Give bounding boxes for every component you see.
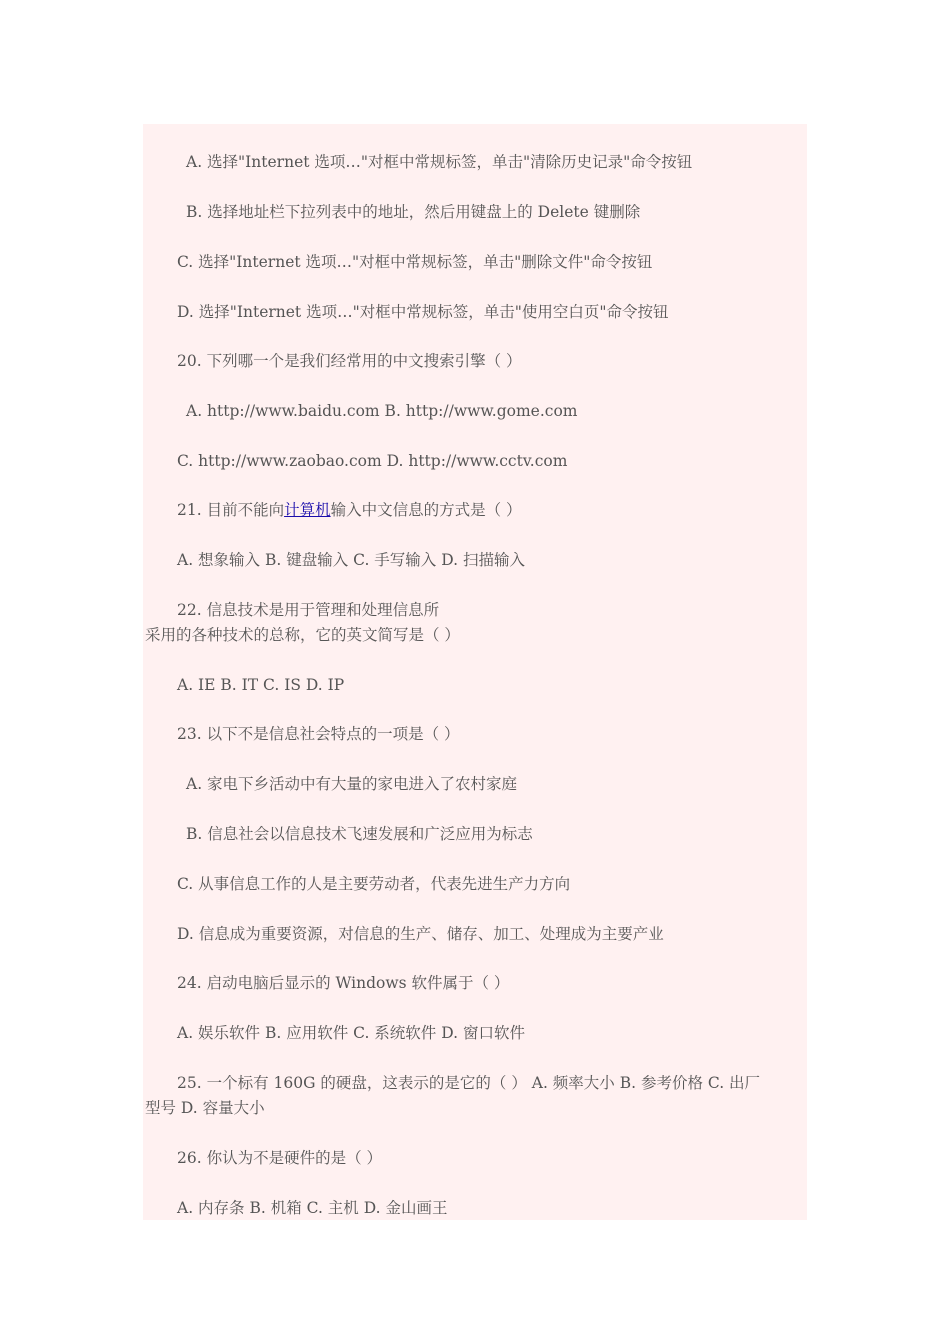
q19-option-b: B. 选择地址栏下拉列表中的地址，然后用键盘上的 Delete 键删除 [186,203,641,221]
q25-question-line1: 25. 一个标有 160G 的硬盘，这表示的是它的（ ） A. 频率大小 B. 参考价格 C. 出厂 [177,1074,761,1092]
q24-options: A. 娱乐软件 B. 应用软件 C. 系统软件 D. 窗口软件 [177,1024,525,1042]
q19-option-a: A. 选择"Internet 选项…"对框中常规标签，单击"清除历史记录"命令按钮 [186,153,693,171]
q20-options-cd: C. http://www.zaobao.com D. http://www.cctv.com [177,452,568,470]
q23-option-d: D. 信息成为重要资源，对信息的生产、储存、加工、处理成为主要产业 [177,925,664,943]
q22-options: A. IE B. IT C. IS D. IP [177,676,345,694]
q22-question-line2: 采用的各种技术的总称，它的英文简写是（ ） [145,626,460,644]
q19-option-d: D. 选择"Internet 选项…"对框中常规标签，单击"使用空白页"命令按钮 [177,303,669,321]
q25-question-line2: 型号 D. 容量大小 [145,1099,265,1117]
q23-option-a: A. 家电下乡活动中有大量的家电进入了农村家庭 [186,775,518,793]
q20-options-ab: A. http://www.baidu.com B. http://www.gome.com [186,402,578,420]
q23-question: 23. 以下不是信息社会特点的一项是（ ） [177,725,460,743]
q24-question: 24. 启动电脑后显示的 Windows 软件属于（ ） [177,974,510,992]
document-panel [143,124,807,1220]
q26-options: A. 内存条 B. 机箱 C. 主机 D. 金山画王 [177,1199,448,1217]
q21-options: A. 想象输入 B. 键盘输入 C. 手写输入 D. 扫描输入 [177,551,525,569]
q20-question: 20. 下列哪一个是我们经常用的中文搜索引擎（ ） [177,352,522,370]
q22-question-line1: 22. 信息技术是用于管理和处理信息所 [177,601,440,619]
q19-option-c: C. 选择"Internet 选项…"对框中常规标签，单击"删除文件"命令按钮 [177,253,653,271]
q21-question [177,500,522,520]
q21-prefix: 21. 目前不能向 [177,501,285,519]
q23-option-c: C. 从事信息工作的人是主要劳动者，代表先进生产力方向 [177,875,571,893]
q23-option-b: B. 信息社会以信息技术飞速发展和广泛应用为标志 [186,825,533,843]
q26-question: 26. 你认为不是硬件的是（ ） [177,1149,383,1167]
q21-suffix: 输入中文信息的方式是（ ） [330,501,522,519]
computer-link[interactable]: 计算机 [284,501,331,519]
